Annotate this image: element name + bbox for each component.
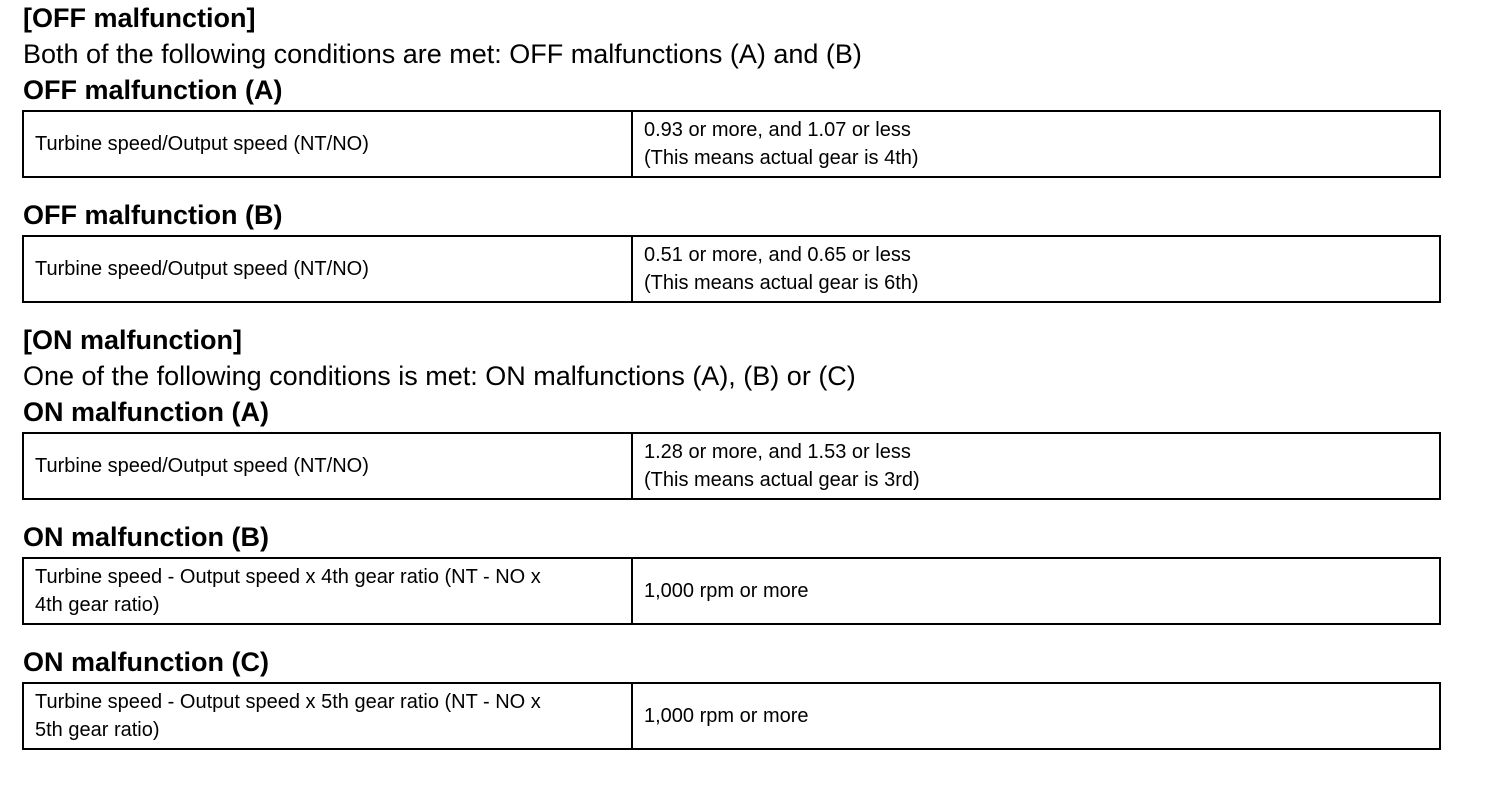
condition-value-cell [632,558,1440,624]
condition-item-cell [23,236,632,302]
off-malfunction-b-table [22,235,1441,303]
on-malfunction-a-title: ON malfunction (A) [23,397,269,427]
off-malfunction-description: Both of the following conditions are met: OFF malfunctions (A) and (B) [23,39,862,69]
condition-value-cell [632,111,1440,177]
condition-item-cell [23,558,632,624]
condition-item-cell [23,111,632,177]
on-malfunction-b-title: ON malfunction (B) [23,522,269,552]
condition-value-cell [632,433,1440,499]
table-row [23,236,1440,302]
off-malfunction-a-title: OFF malfunction (A) [23,75,283,105]
condition-value-line1: 1.28 or more, and 1.53 or less [644,441,911,463]
table-row [23,558,1440,624]
on-malfunction-c-table [22,682,1441,750]
table-row [23,433,1440,499]
on-malfunction-a-table [22,432,1441,500]
condition-item-cell [23,433,632,499]
condition-item: Turbine speed/Output speed (NT/NO) [35,133,369,155]
condition-value-line2: (This means actual gear is 3rd) [644,469,920,491]
condition-value: 1,000 rpm or more [644,705,809,727]
on-malfunction-description: One of the following conditions is met: ON malfunctions (A), (B) or (C) [23,361,856,391]
condition-value-cell [632,683,1440,749]
on-malfunction-heading: [ON malfunction] [23,325,242,355]
condition-value-line1: 0.51 or more, and 0.65 or less [644,244,911,266]
on-malfunction-c-title: ON malfunction (C) [23,647,269,677]
condition-item-cell [23,683,632,749]
condition-value-line1: 0.93 or more, and 1.07 or less [644,119,911,141]
condition-value-cell [632,236,1440,302]
condition-value-line2: (This means actual gear is 4th) [644,147,919,169]
off-malfunction-a-table [22,110,1441,178]
condition-item-line2: 5th gear ratio) [35,719,160,741]
condition-item: Turbine speed/Output speed (NT/NO) [35,258,369,280]
on-malfunction-b-table [22,557,1441,625]
condition-item-line2: 4th gear ratio) [35,594,160,616]
condition-value: 1,000 rpm or more [644,580,809,602]
off-malfunction-b-title: OFF malfunction (B) [23,200,283,230]
condition-item: Turbine speed/Output speed (NT/NO) [35,455,369,477]
condition-item-line1: Turbine speed - Output speed x 4th gear ratio (NT - NO x [35,566,541,588]
condition-value-line2: (This means actual gear is 6th) [644,272,919,294]
table-row [23,111,1440,177]
table-row [23,683,1440,749]
condition-item-line1: Turbine speed - Output speed x 5th gear ratio (NT - NO x [35,691,541,713]
off-malfunction-heading: [OFF malfunction] [23,3,256,33]
